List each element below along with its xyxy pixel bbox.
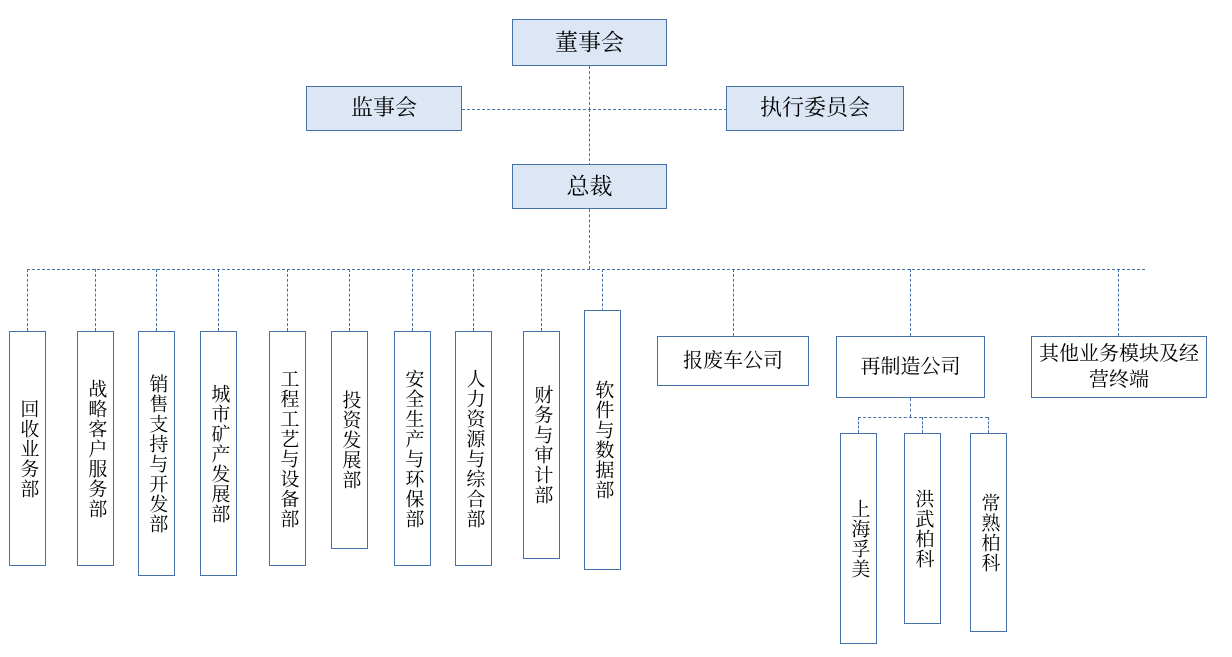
node-subsidiary-other-business[interactable]: 其他业务模块及经营终端 — [1031, 336, 1207, 398]
connector-reman-child-1 — [858, 417, 859, 433]
connector-board-president — [589, 109, 590, 166]
connector-drop-dept-3 — [156, 269, 157, 331]
connector-drop-sub-3 — [1118, 269, 1119, 336]
node-subsidiary-scrap-vehicle[interactable]: 报废车公司 — [657, 336, 809, 386]
node-subsidiary-remanufacture[interactable]: 再制造公司 — [836, 336, 985, 398]
node-president[interactable]: 总裁 — [512, 164, 667, 209]
connector-drop-dept-5 — [287, 269, 288, 331]
connector-drop-dept-9 — [541, 269, 542, 331]
connector-main-trunk — [27, 269, 1145, 270]
node-department-2[interactable]: 战略客户服务部 — [77, 331, 114, 566]
connector-drop-sub-2 — [910, 269, 911, 336]
connector-drop-dept-2 — [95, 269, 96, 331]
connector-president-down — [589, 209, 590, 269]
node-department-4[interactable]: 城市矿产发展部 — [200, 331, 237, 576]
node-executive-committee[interactable]: 执行委员会 — [726, 86, 904, 131]
node-department-5[interactable]: 工程工艺与设备部 — [269, 331, 306, 566]
node-department-3[interactable]: 销售支持与开发部 — [138, 331, 175, 576]
connector-drop-dept-7 — [412, 269, 413, 331]
connector-drop-dept-6 — [349, 269, 350, 331]
connector-board-down — [589, 66, 590, 110]
node-department-1[interactable]: 回收业务部 — [9, 331, 46, 566]
connector-supervisory-executive — [462, 109, 727, 110]
node-department-8[interactable]: 人力资源与综合部 — [455, 331, 492, 566]
connector-drop-dept-1 — [27, 269, 28, 331]
connector-reman-child-3 — [988, 417, 989, 433]
connector-reman-child-2 — [922, 417, 923, 433]
connector-reman-trunk — [858, 417, 988, 418]
node-department-6[interactable]: 投资发展部 — [331, 331, 368, 549]
node-department-7[interactable]: 安全生产与环保部 — [394, 331, 431, 566]
connector-drop-dept-8 — [473, 269, 474, 331]
node-reman-child-2[interactable]: 洪武柏科 — [904, 433, 941, 624]
node-department-10[interactable]: 软件与数据部 — [584, 310, 621, 570]
node-department-9[interactable]: 财务与审计部 — [523, 331, 560, 559]
connector-drop-dept-4 — [218, 269, 219, 331]
node-reman-child-1[interactable]: 上海孚美 — [840, 433, 877, 644]
connector-reman-down — [910, 398, 911, 417]
connector-drop-sub-1 — [733, 269, 734, 336]
node-supervisory-board[interactable]: 监事会 — [306, 86, 462, 131]
node-board[interactable]: 董事会 — [512, 19, 667, 66]
node-reman-child-3[interactable]: 常熟柏科 — [970, 433, 1007, 632]
